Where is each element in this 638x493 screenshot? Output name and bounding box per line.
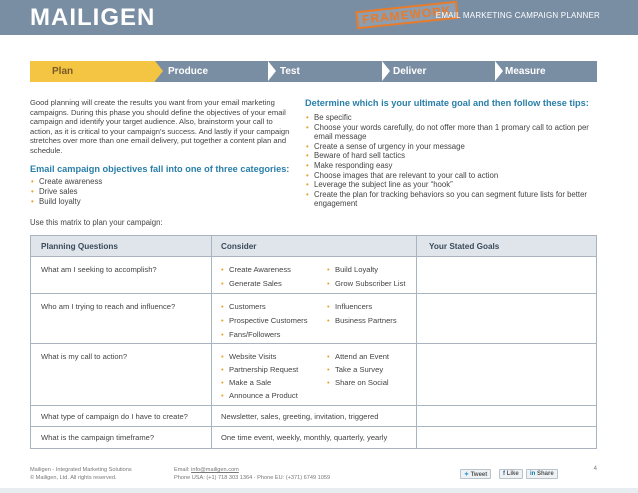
consider-option: • Attend an Event [327,352,389,361]
page-number: 4 [593,466,597,472]
planning-intro [30,98,292,207]
tweet-button[interactable] [460,469,491,479]
tip-item: • Make responding easy [305,161,597,171]
goals-input[interactable] [417,294,596,343]
tip-item: • Beware of hard sell tactics [305,151,597,161]
table-row [31,344,596,406]
twitter-icon: ✦ [464,472,470,478]
chevron-icon [382,61,390,81]
step-plan: Plan [52,66,74,77]
process-bar [30,61,597,82]
footer-company [30,466,132,482]
footer-contact [174,466,330,482]
goals-input[interactable] [417,257,596,293]
consider-option: • Share on Social [327,378,389,387]
planning-matrix [30,235,597,449]
tweet-label: Tweet [470,472,488,478]
consider-option: • Generate Sales [221,279,282,288]
header-stated-goals: Your Stated Goals [429,242,500,251]
like-label: Like [506,471,519,477]
question-cell: What am I seeking to accomplish? [41,265,157,274]
question-cell: What is the campaign timeframe? [41,433,155,442]
question-cell: What type of campaign do I have to create? [41,412,188,421]
table-row [31,427,596,448]
tip-item: • Create a sense of urgency in your message [305,142,597,152]
goals-input[interactable] [417,344,596,405]
consider-option: • Build Loyalty [327,265,378,274]
phone-numbers: Phone USA: (+1) 718 303 1364 · Phone EU: (+371) 6749 1059 [174,475,331,481]
linkedin-icon: in [530,471,536,477]
consider-option: • Business Partners [327,316,397,325]
objective-item: • Build loyalty [30,197,292,207]
intro-paragraph: Good planning will create the results you want from your email marketing campaigns. During this phase you should define the objectives of your email campaign and identify your target audience. Also, brainstorm your call to action, as it is critical to your campaign's success. And lastly if your campaign stretches over more than one email delivery, put together a content plan and schedule. [30,98,290,155]
share-label: Share [537,471,554,477]
goals-input[interactable] [417,406,596,426]
email-link[interactable]: info@mailigen.com [191,467,239,473]
chevron-icon [268,61,276,81]
chevron-icon [495,61,503,81]
table-row [31,294,596,344]
question-cell: Who am I trying to reach and influence? [41,302,176,311]
table-row [31,406,596,427]
consider-option: • Announce a Product [221,391,298,400]
consider-option: • Website Visits [221,352,276,361]
tip-item: • Leverage the subject line as your “hook” [305,180,597,190]
consider-option: • Grow Subscriber List [327,279,405,288]
chevron-icon [155,61,163,81]
bottom-strip [0,488,638,493]
consider-option: • Influencers [327,302,372,311]
facebook-icon: f [503,471,505,477]
copyright: © Mailigen, Ltd. All rights reserved. [30,475,117,481]
table-header [31,236,596,257]
step-deliver: Deliver [393,66,427,77]
email-label: Email: [174,467,190,473]
page-header [0,0,638,35]
tip-item: • Be specific [305,113,597,123]
like-button[interactable] [499,469,523,479]
page-footer [30,466,597,488]
step-measure: Measure [505,66,546,77]
consider-option: • Prospective Customers [221,316,308,325]
objectives-heading: Email campaign objectives fall into one of three categories: [30,163,290,174]
company-name: Mailigen - Integrated Marketing Solutions [30,467,132,473]
mailigen-logo: MAILIGEN [30,4,156,31]
header-planning-questions: Planning Questions [41,242,118,251]
table-row [31,257,596,294]
tip-item: • Create the plan for tracking behaviors so you can segment future lists for better engagement [305,190,597,209]
objective-item: • Create awareness [30,177,292,187]
objective-item: • Drive sales [30,187,292,197]
tip-item: • Choose images that are relevant to your call to action [305,171,597,181]
framework-stamp: FRAMEWORK [355,1,458,30]
consider-option: • Take a Survey [327,365,383,374]
tips-heading: Determine which is your ultimate goal and then follow these tips: [305,98,589,108]
consider-option: • Create Awareness [221,265,291,274]
tips-section [305,98,597,209]
consider-text: Newsletter, sales, greeting, invitation, triggered [221,412,379,421]
consider-text: One time event, weekly, monthly, quarterly, yearly [221,433,388,442]
consider-option: • Partnership Request [221,365,298,374]
step-test: Test [280,66,300,77]
matrix-note: Use this matrix to plan your campaign: [30,218,163,227]
consider-option: • Make a Sale [221,378,271,387]
active-step-highlight [30,61,155,82]
question-cell: What is my call to action? [41,352,128,361]
share-button[interactable] [526,469,558,479]
header-title: EMAIL MARKETING CAMPAIGN PLANNER [435,11,600,20]
tip-item: • Choose your words carefully, do not offer more than 1 promary call to action per email message [305,123,597,142]
consider-option: • Customers [221,302,266,311]
step-produce: Produce [168,66,209,77]
goals-input[interactable] [417,427,596,448]
consider-option: • Fans/Followers [221,330,280,339]
header-consider: Consider [221,242,257,251]
